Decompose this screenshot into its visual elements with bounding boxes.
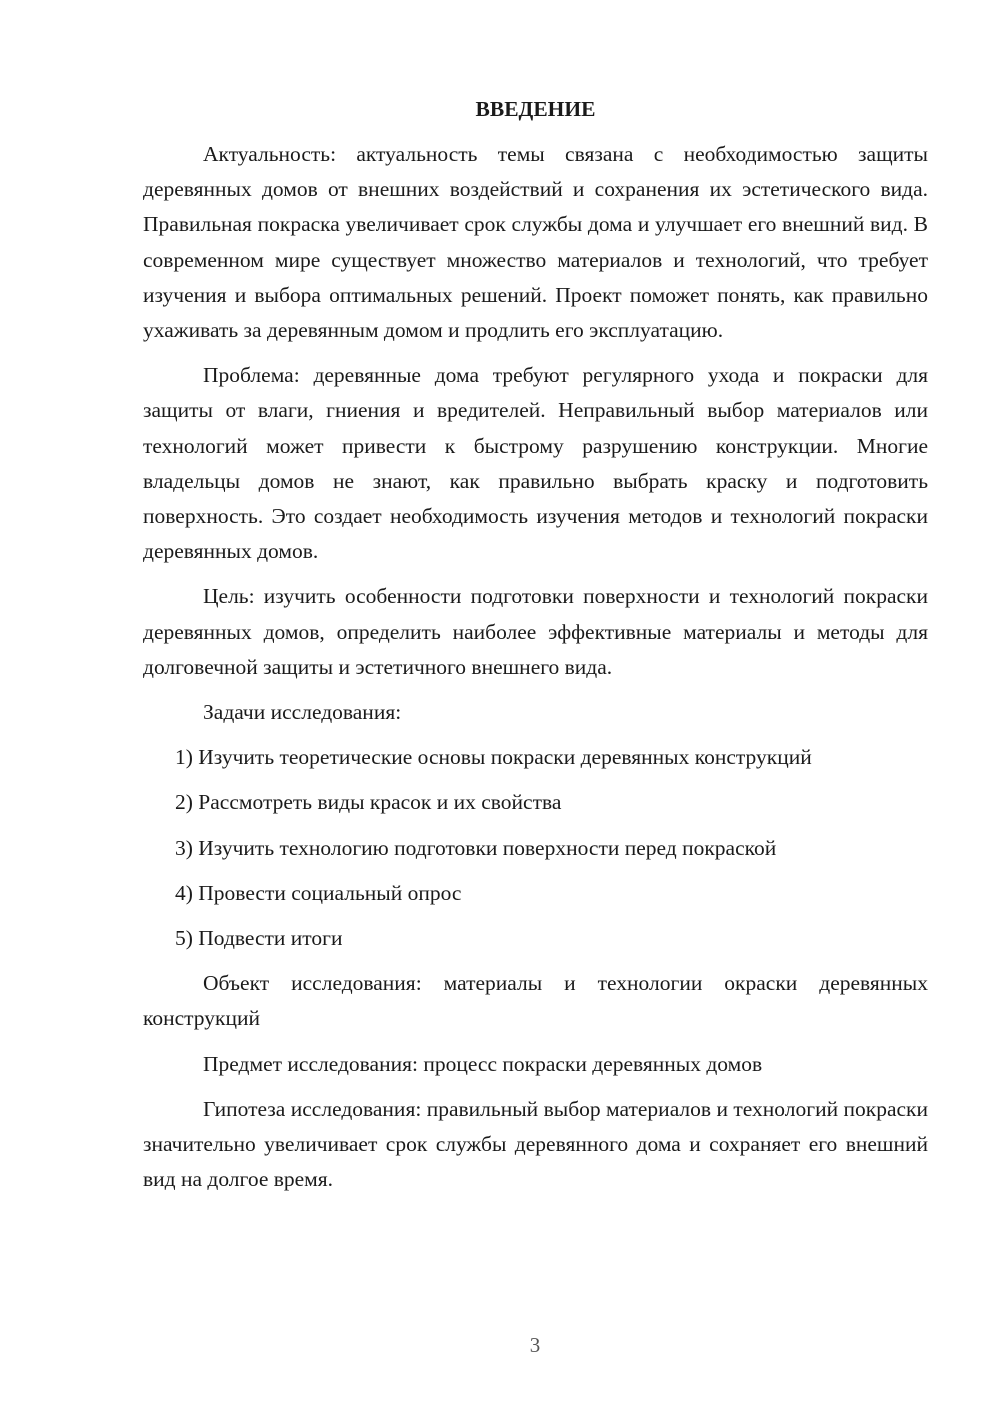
- tasks-list: [143, 740, 928, 956]
- paragraph-object: Объект исследования: материалы и технологии окраски деревянных конструкций: [143, 971, 928, 1031]
- paragraph-subject: Предмет исследования: процесс покраски деревянных домов: [203, 1051, 763, 1076]
- task-item: 1) Изучить теоретические основы покраски деревянных конструкций: [175, 745, 812, 770]
- page-number: 3: [529, 1333, 541, 1357]
- tasks-heading: Задачи исследования:: [203, 700, 402, 725]
- document-page: [143, 92, 928, 1207]
- task-item: 2) Рассмотреть виды красок и их свойства: [175, 790, 562, 815]
- paragraph-problem: Проблема: деревянные дома требуют регулярного ухода и покраски для защиты от влаги, гниения и вредителей. Неправильный выбор материалов или технологий может привести к быстрому разрушению конструкции. Многие владельцы домов не знают, как правильно выбрать краску и подготовить поверхность. Это создает необходимость изучения методов и технологий покраски деревянных домов.: [143, 363, 928, 564]
- task-item: 3) Изучить технологию подготовки поверхности перед покраской: [175, 835, 777, 860]
- task-item: 4) Провести социальный опрос: [175, 880, 462, 905]
- paragraph-hypothesis: Гипотеза исследования: правильный выбор материалов и технологий покраски значительно увеличивает срок службы деревянного дома и сохраняет его внешний вид на долгое время.: [143, 1096, 928, 1192]
- task-item: 5) Подвести итоги: [175, 926, 343, 951]
- document-title: ВВЕДЕНИЕ: [475, 97, 596, 121]
- paragraph-relevance: Актуальность: актуальность темы связана с необходимостью защиты деревянных домов от внешних воздействий и сохранения их эстетического вида. Правильная покраска увеличивает срок службы дома и улучшает его внешний вид. В современном мире существует множество материалов и технологий, что требует изучения и выбора оптимальных решений. Проект поможет понять, как правильно ухаживать за деревянным домом и продлить его эксплуатацию.: [143, 142, 928, 343]
- paragraph-goal: Цель: изучить особенности подготовки поверхности и технологий покраски деревянных домов, определить наиболее эффективные материалы и методы для долговечной защиты и эстетичного внешнего вида.: [143, 584, 928, 679]
